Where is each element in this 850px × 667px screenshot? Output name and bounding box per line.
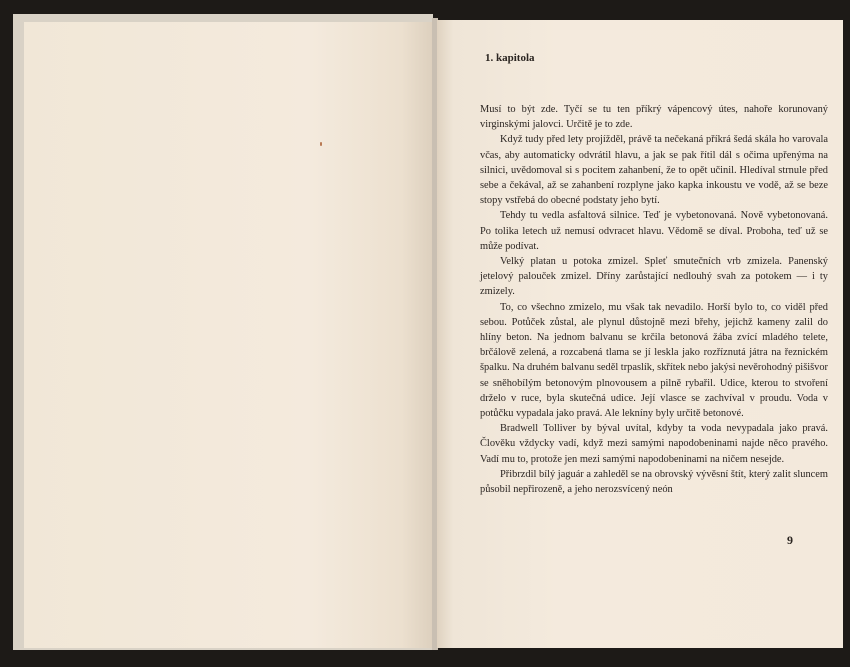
paper-speck: [320, 142, 322, 146]
paragraph-5: To, co všechno zmizelo, mu však tak nevadilo. Horší bylo to, co viděl před sebou. Potůček zůstal, ale plynul důstojně mezi břehy, jejichž kameny zalil do hlíny beton. Na jednom balvanu se krčila betonová žába zvící mladého telete, brčálově zelená, a rozcabená tlama se jí leskla jako rozříznutá játra na řeznickém špalku. Na druhém balvanu seděl trpaslík, skřítek nebo jakýsi nevěrohodný pišišvor se sněhobílým betonovým plnovousem a pilně rybařil. Udice, kterou to stvoření drželo v ruce, byla skutečná udice. Její vlasce se zachvíval v proudu. Voda v potůčku vypadala jako pravá. Ale lekníny byly určitě betonové.: [480, 301, 829, 420]
chapter-heading: 1. kapitola: [485, 52, 535, 64]
left-page-blank: [24, 22, 434, 648]
paragraph-2: Když tudy před lety projížděl, právě ta nečekaná příkrá šedá skála ho varovala včas, aby automaticky odvrátil hlavu, a jak se pak řítil dál s očima upřenýma na silnici, uvědomoval si s pocitem zahanbení, že to opět učinil. Hledíval strnule před sebe a čekával, až se zahanbení rozplyne jako kapka inkoustu ve vodě, až se beze stopy vstřebá do obecné podstaty jeho bytí.: [480, 134, 828, 207]
paragraph-6: Bradwell Tolliver by býval uvítal, kdyby ta voda nevypadala jako pravá. Člověku vždycky vadí, když mezi samými napodobeninami najde něco pravého. Vadí mu to, protože jen mezi samými napodobeninami na ničem nesejde.: [480, 423, 828, 465]
body-text: [480, 102, 828, 497]
paragraph-7: Přibrzdil bílý jaguár a zahleděl se na obrovský vývěsní štít, který zalit sluncem působil nepřirozeně, a jeho nerozsvícený neón: [480, 468, 828, 496]
paragraph-1: Musí to být zde. Tyčí se tu ten příkrý vápencový útes, nahoře korunovaný virginskými jalovci. Určitě je to zde.: [480, 104, 828, 131]
page-number: 9: [787, 533, 793, 547]
paragraph-3: Tehdy tu vedla asfaltová silnice. Teď je vybetonovaná. Nově vybetonovaná. Po tolika letech už nemusí odvracet hlavu. Vědomě se díval. Proboha, teď už se může podívat.: [480, 210, 828, 252]
paragraph-4: Velký platan u potoka zmizel. Spleť smutečních vrb zmizela. Panenský jetelový palouček zmizel. Dříny zarůstající nedlouhý svah za potokem — i ty zmizely.: [480, 256, 828, 298]
right-page: [437, 20, 843, 648]
